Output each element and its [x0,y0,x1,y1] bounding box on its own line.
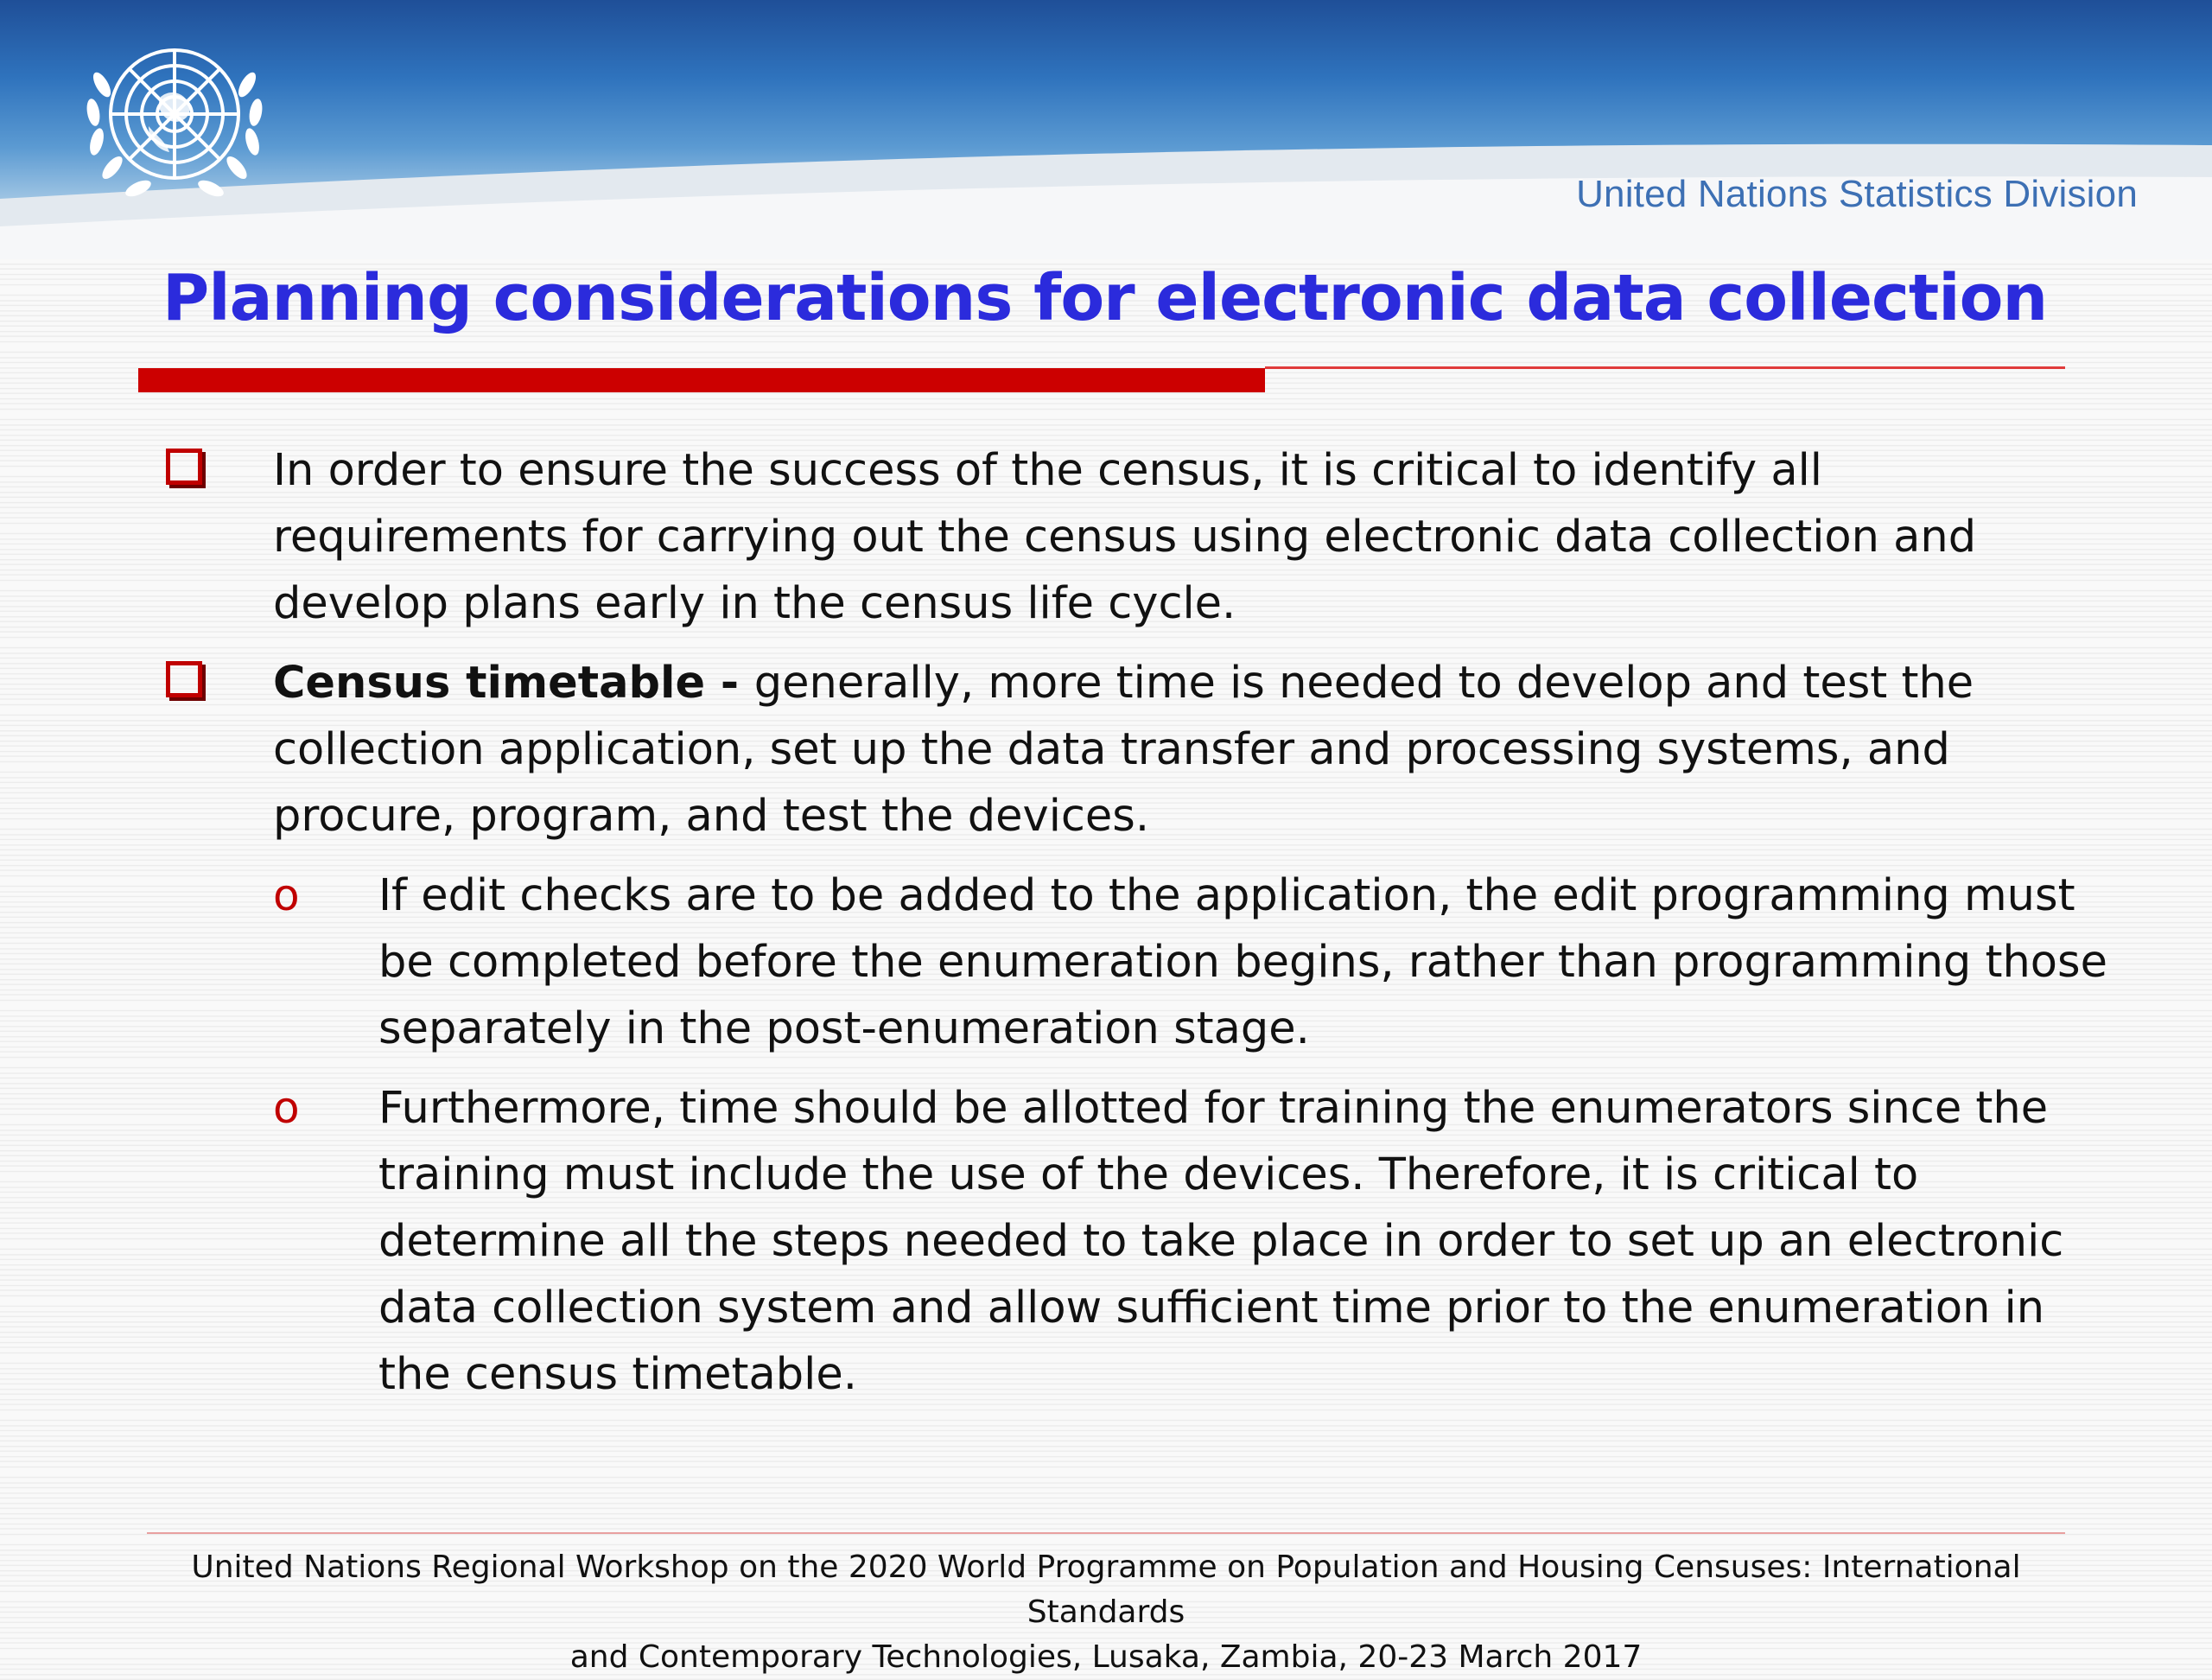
sub-bullet-item-1 [378,862,2115,1062]
footer-line-2: and Contemporary Technologies, Lusaka, Zambia, 20-23 March 2017 [569,1639,1643,1675]
checkbox-bullet-icon [166,449,202,485]
slide-header [0,0,2212,259]
sub-bullet-item-text: If edit checks are to be added to the application, the edit programming must be completed before the enumeration begins, rather than programming those separately in the post-enumeration stage. [378,870,2107,1054]
sub-bullet-item-2 [378,1075,2115,1408]
un-emblem-icon [64,24,285,216]
organization-name: United Nations Statistics Division [1576,173,2138,215]
title-underline-thin [1265,366,2065,369]
bullet-item-1 [273,437,2079,637]
bullet-item-text: generally, more time is needed to develop and test the collection application, set up the data transfer and processing systems, and procure, program, and test the devices. [273,658,1974,842]
footer-line-1: United Nations Regional Workshop on the 2020 World Programme on Population and Housing Censuses: International Standards [191,1550,2021,1630]
title-underline-thick [138,368,1265,392]
sub-bullet-marker: o [273,1083,300,1133]
bullet-item-text: In order to ensure the success of the census, it is critical to identify all requirements for carrying out the census using electronic data collection and develop plans early in the census life cycle. [273,445,1977,629]
footer-divider [147,1532,2065,1534]
bullet-item-2 [273,650,2079,850]
bullet-item-lead: Census timetable - [273,658,754,709]
header-swoosh [0,0,2212,259]
sub-bullet-item-text: Furthermore, time should be allotted for training the enumerators since the training must include the use of the devices. Therefore, it is critical to determine all the steps needed to take place in order to set up an electronic data collection system and allow sufficient time prior to the enumeration in the census timetable. [378,1083,2064,1400]
sub-bullet-marker: o [273,870,300,920]
slide-title: Planning considerations for electronic data collection [162,261,2048,335]
checkbox-bullet-icon [166,661,202,697]
slide-footer [112,1545,2100,1680]
